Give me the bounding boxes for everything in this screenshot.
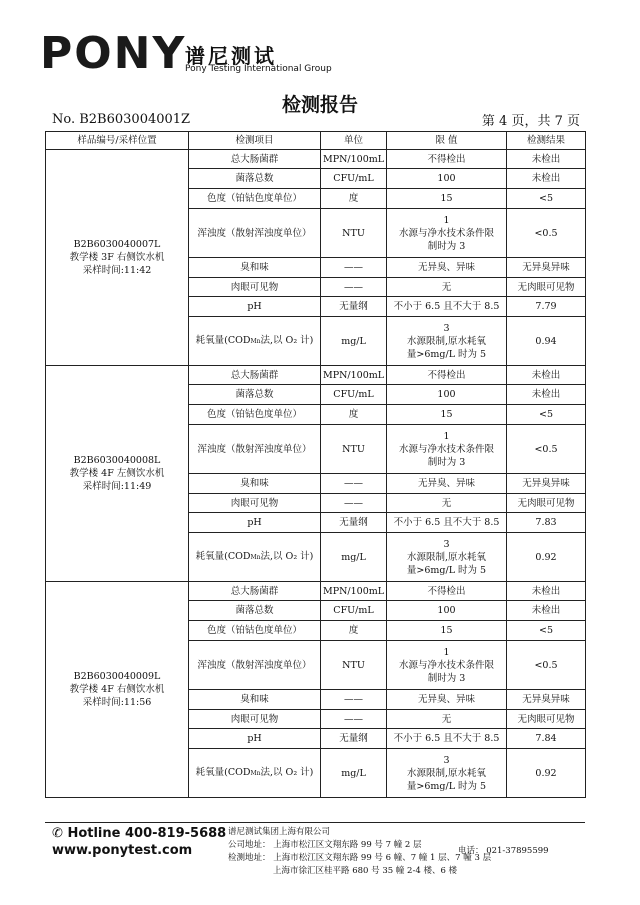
unit-cell: —— [321, 258, 387, 278]
result-cell: 未检出 [507, 582, 586, 601]
unit-cell: 度 [321, 189, 387, 209]
table-row [46, 150, 586, 169]
item-cell: 色度（铂钴色度单位） [189, 189, 321, 209]
item-text-part: 耗氧量(COD [195, 335, 251, 346]
item-text-part: 法,以 O₂ 计) [260, 335, 314, 346]
item-cell: 菌落总数 [189, 385, 321, 405]
unit-cell: CFU/mL [321, 601, 387, 621]
unit-cell: MPN/100mL [321, 582, 387, 601]
result-cell: 0.92 [507, 749, 586, 798]
page-indicator: 第 4 页，共 7 页 [481, 114, 580, 129]
limit-cell: 无 [387, 494, 507, 513]
item-cell: 肉眼可见物 [189, 710, 321, 729]
unit-cell: NTU [321, 425, 387, 474]
item-cell: 总大肠菌群 [189, 150, 321, 169]
limit-cell: 不小于 6.5 且不大于 8.5 [387, 297, 507, 317]
limit-cell [387, 533, 507, 582]
limit-line: 水源限制,原水耗氧 [406, 335, 487, 347]
result-cell: 未检出 [507, 366, 586, 385]
sample-id: B2B6030040008L [73, 455, 161, 466]
hotline: ✆ Hotline 400-819-5688 [52, 826, 227, 841]
sample-location: 教学楼 3F 右侧饮水机 [69, 252, 165, 263]
test-address-2: 上海市徐汇区桂平路 680 号 35 幢 2-4 楼、6 楼 [273, 866, 458, 876]
header-unit: 单位 [321, 132, 387, 150]
unit-cell: MPN/100mL [321, 150, 387, 169]
limit-line: 量>6mg/L 时为 5 [406, 564, 487, 576]
result-cell: 0.94 [507, 317, 586, 366]
unit-cell: mg/L [321, 317, 387, 366]
item-cell: pH [189, 297, 321, 317]
sample-cell [46, 582, 189, 798]
limit-cell: 不小于 6.5 且不大于 8.5 [387, 729, 507, 749]
result-cell: 无异臭异味 [507, 474, 586, 494]
unit-cell: NTU [321, 641, 387, 690]
item-cell: pH [189, 729, 321, 749]
phone-icon: ✆ [52, 826, 63, 841]
result-cell: 未检出 [507, 601, 586, 621]
limit-line: 量>6mg/L 时为 5 [406, 780, 487, 792]
pony-logo [40, 28, 187, 79]
result-cell: 7.79 [507, 297, 586, 317]
result-cell: 无肉眼可见物 [507, 278, 586, 297]
unit-cell: NTU [321, 209, 387, 258]
sample-cell [46, 150, 189, 366]
header-result: 检测结果 [507, 132, 586, 150]
logo-text: PONY [40, 28, 187, 79]
table-row [46, 366, 586, 385]
limit-cell [387, 425, 507, 474]
company-name: 谱尼测试集团上海有限公司 [228, 827, 331, 837]
footer-company [228, 826, 491, 878]
unit-cell: 无量纲 [321, 297, 387, 317]
unit-cell: —— [321, 474, 387, 494]
result-cell: 无肉眼可见物 [507, 494, 586, 513]
limit-cell: 不小于 6.5 且不大于 8.5 [387, 513, 507, 533]
item-cell: 臭和味 [189, 690, 321, 710]
unit-cell: 无量纲 [321, 513, 387, 533]
limit-cell [387, 317, 507, 366]
item-cell: 菌落总数 [189, 601, 321, 621]
result-cell: 7.84 [507, 729, 586, 749]
item-cell: 臭和味 [189, 258, 321, 278]
limit-line: 3 [443, 322, 450, 334]
company-name-cn: 谱尼测试 [185, 44, 277, 68]
item-text-part: Mn [250, 554, 261, 561]
limit-cell: 不得检出 [387, 150, 507, 169]
limit-line: 制时为 3 [427, 240, 466, 252]
limit-line: 水源与净水技术条件限 [398, 443, 494, 455]
item-text-part: 耗氧量(COD [195, 767, 251, 778]
item-text-part: Mn [250, 770, 261, 777]
item-cell: 肉眼可见物 [189, 278, 321, 297]
limit-line: 水源与净水技术条件限 [398, 227, 494, 239]
limit-cell: 不得检出 [387, 582, 507, 601]
item-cell [189, 533, 321, 582]
unit-cell: 无量纲 [321, 729, 387, 749]
limit-cell: 无异臭、异味 [387, 474, 507, 494]
unit-cell: 度 [321, 621, 387, 641]
limit-line: 水源限制,原水耗氧 [406, 767, 487, 779]
result-cell: 无异臭异味 [507, 690, 586, 710]
report-number: No. B2B603004001Z [52, 112, 191, 127]
result-cell: 0.92 [507, 533, 586, 582]
item-text-part: 法,以 O₂ 计) [260, 551, 314, 562]
item-cell: 肉眼可见物 [189, 494, 321, 513]
table-row [46, 582, 586, 601]
item-cell: 总大肠菌群 [189, 582, 321, 601]
unit-cell: 度 [321, 405, 387, 425]
limit-cell: 无 [387, 278, 507, 297]
unit-cell: mg/L [321, 533, 387, 582]
item-cell [189, 317, 321, 366]
unit-cell: MPN/100mL [321, 366, 387, 385]
limit-line: 1 [443, 646, 450, 658]
unit-cell: —— [321, 690, 387, 710]
item-text-part: 法,以 O₂ 计) [260, 767, 314, 778]
limit-line: 制时为 3 [427, 672, 466, 684]
limit-cell [387, 209, 507, 258]
result-cell: <5 [507, 405, 586, 425]
result-cell: <5 [507, 621, 586, 641]
unit-cell: CFU/mL [321, 385, 387, 405]
phone-number: 电话： 021-37895599 [458, 846, 549, 856]
unit-cell: —— [321, 710, 387, 729]
company-address: 公司地址： 上海市松江区文翔东路 99 号 7 幢 2 层 [228, 840, 422, 850]
limit-cell: 15 [387, 189, 507, 209]
item-cell: 臭和味 [189, 474, 321, 494]
limit-line: 水源与净水技术条件限 [398, 659, 494, 671]
header-item: 检测项目 [189, 132, 321, 150]
company-name-en: Pony Testing International Group [185, 64, 332, 74]
limit-cell: 15 [387, 621, 507, 641]
limit-cell: 无异臭、异味 [387, 258, 507, 278]
item-cell: 浑浊度（散射浑浊度单位） [189, 425, 321, 474]
table-header-row [46, 132, 586, 150]
result-cell: <0.5 [507, 209, 586, 258]
limit-cell [387, 641, 507, 690]
limit-line: 量>6mg/L 时为 5 [406, 348, 487, 360]
item-cell: 色度（铂钴色度单位） [189, 405, 321, 425]
limit-line: 1 [443, 214, 450, 226]
result-cell: <0.5 [507, 641, 586, 690]
result-cell: 未检出 [507, 169, 586, 189]
sample-time: 采样时间:11:56 [82, 697, 152, 708]
limit-cell [387, 749, 507, 798]
result-cell: 无肉眼可见物 [507, 710, 586, 729]
results-table [45, 131, 586, 798]
item-cell: 总大肠菌群 [189, 366, 321, 385]
sample-id: B2B6030040007L [73, 239, 161, 250]
sample-location: 教学楼 4F 左侧饮水机 [69, 468, 165, 479]
sample-id: B2B6030040009L [73, 671, 161, 682]
item-cell: 浑浊度（散射浑浊度单位） [189, 641, 321, 690]
item-cell: 菌落总数 [189, 169, 321, 189]
test-address-1: 检测地址： 上海市松江区文翔东路 99 号 6 幢、7 幢 1 层、7 幢 3 层 [228, 853, 492, 863]
item-cell [189, 749, 321, 798]
result-cell: 未检出 [507, 385, 586, 405]
limit-cell: 100 [387, 601, 507, 621]
footer-divider [45, 822, 585, 823]
limit-cell: 100 [387, 169, 507, 189]
unit-cell: mg/L [321, 749, 387, 798]
sample-location: 教学楼 4F 右侧饮水机 [69, 684, 165, 695]
header-sample: 样品编号/采样位置 [46, 132, 189, 150]
limit-line: 水源限制,原水耗氧 [406, 551, 487, 563]
sample-time: 采样时间:11:49 [82, 481, 152, 492]
limit-cell: 15 [387, 405, 507, 425]
item-text-part: 耗氧量(COD [195, 551, 251, 562]
result-cell: 无异臭异味 [507, 258, 586, 278]
limit-cell: 无异臭、异味 [387, 690, 507, 710]
unit-cell: —— [321, 494, 387, 513]
item-cell: 色度（铂钴色度单位） [189, 621, 321, 641]
unit-cell: —— [321, 278, 387, 297]
item-cell: 浑浊度（散射浑浊度单位） [189, 209, 321, 258]
result-cell: 7.83 [507, 513, 586, 533]
result-cell: 未检出 [507, 150, 586, 169]
page-title: 检测报告 [281, 94, 358, 116]
limit-line: 制时为 3 [427, 456, 466, 468]
limit-cell: 无 [387, 710, 507, 729]
limit-line: 3 [443, 754, 450, 766]
result-cell: <0.5 [507, 425, 586, 474]
limit-cell: 100 [387, 385, 507, 405]
header-limit: 限 值 [387, 132, 507, 150]
result-cell: <5 [507, 189, 586, 209]
item-text-part: Mn [250, 338, 261, 345]
item-cell: pH [189, 513, 321, 533]
unit-cell: CFU/mL [321, 169, 387, 189]
limit-cell: 不得检出 [387, 366, 507, 385]
sample-time: 采样时间:11:42 [82, 265, 152, 276]
website-link[interactable]: www.ponytest.com [52, 843, 193, 858]
limit-line: 3 [443, 538, 450, 550]
sample-cell [46, 366, 189, 582]
limit-line: 1 [443, 430, 450, 442]
